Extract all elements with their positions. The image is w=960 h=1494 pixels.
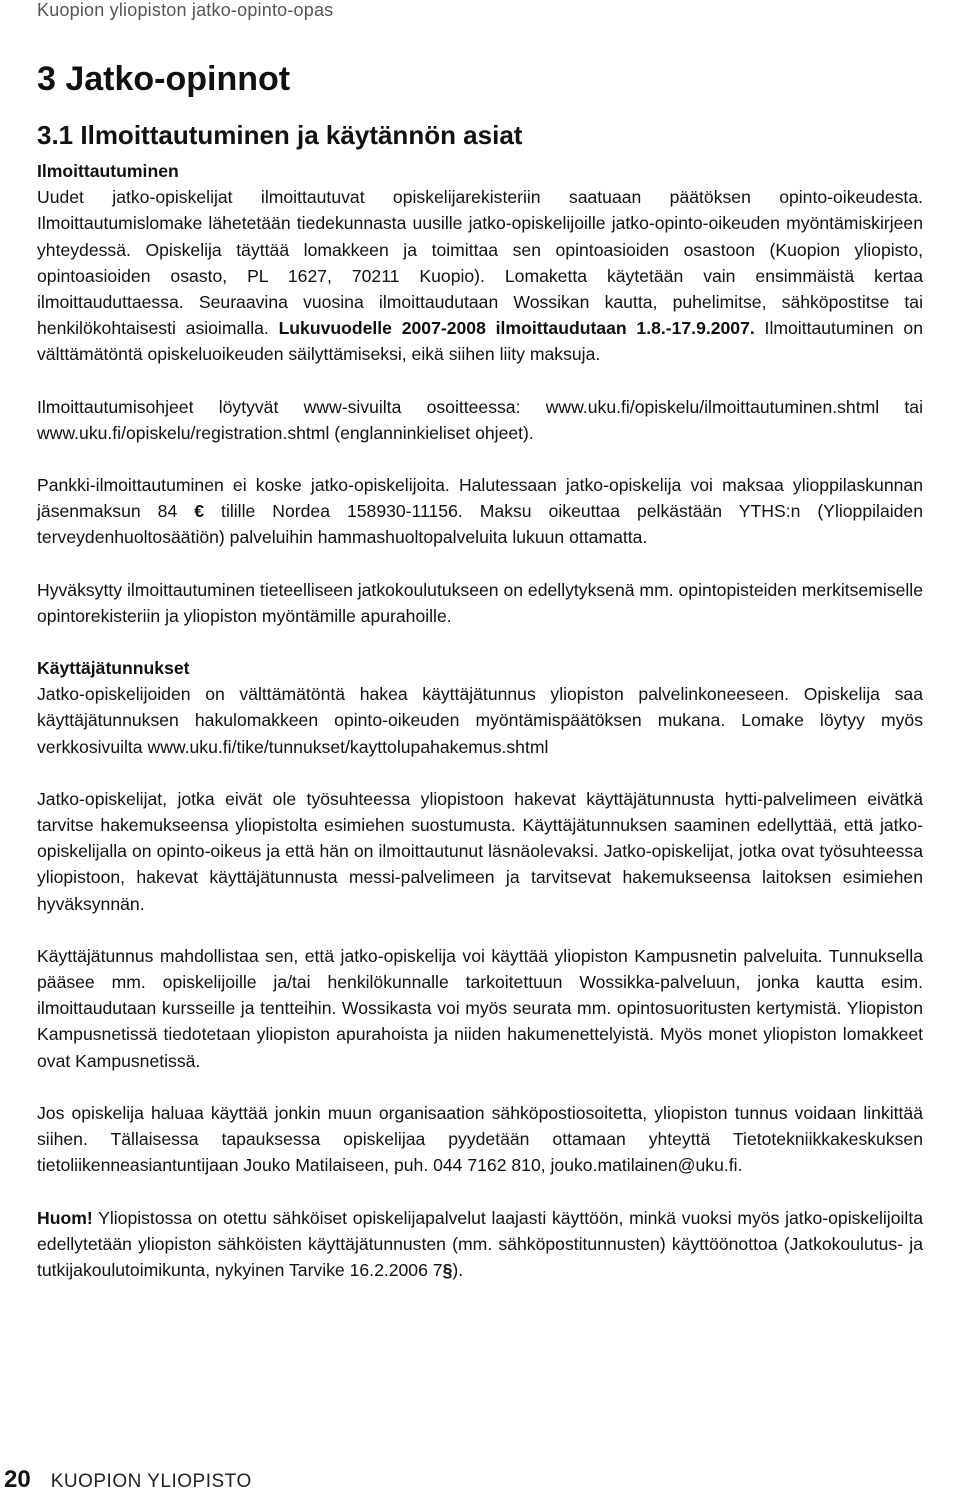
note-text: Yliopistossa on otettu sähköiset opiskelijapalvelut laajasti käyttöön, minkä vuoksi myös jatko-opiskelijoilta edellytetään yliopiston sähköisten käyttäjätunnusten (mm. sähköpostitunnusten) käyttöönottoa (Jatkokoulutus- ja tutkijakoulutoimikunta, nykyinen Tarvike 16.2.2006 7 bbox=[37, 1207, 923, 1280]
paragraph-accepted-registration: Hyväksytty ilmoittautuminen tieteelliseen jatkokoulutukseen on edellytyksenä mm. opintopisteiden merkitsemiselle opintorekisteriin ja yliopiston myöntämille apurahoille. bbox=[37, 579, 923, 626]
bank-text: Pankki-ilmoittautuminen ei koske jatko-opiskelijoita. Halutessaan jatko-opiskelija voi maksaa ylioppilaskunnan jäsenmaksun 84 bbox=[37, 475, 923, 522]
paragraph-email: Jos opiskelija haluaa käyttää jonkin muun organisaation sähköpostiosoitetta, yliopiston tunnus voidaan linkittää siihen. Tällaisessa tapauksessa opiskelijaa pyydetään ottamaan yhteyttä Tietotekniikkakeskuksen tietoliikenneasiantuntijaan Jouko Matilaiseen, puh. 044 7162 810, jouko.matilainen@uku.fi. bbox=[37, 1102, 923, 1176]
paragraph-instructions: Ilmoittautumisohjeet löytyvät www-sivuilta osoitteessa: www.uku.fi/opiskelu/ilmoittautuminen.shtml tai www.uku.fi/opiskelu/registration.shtml (englanninkieliset ohjeet). bbox=[37, 396, 923, 443]
paragraph-servers: Jatko-opiskelijat, jotka eivät ole työsuhteessa yliopistoon hakevat käyttäjätunnusta hytti-palvelimeen eivätkä tarvitse hakemukseensa yliopistolta esimiehen suostumusta. Käyttäjätunnuksen saaminen edellyttää, että jatko-opiskelijalla on opinto-oikeus ja että hän on ilmoittautunut läsnäolevaksi. Jatko-opiskelijat, jotka ovat työsuhteessa yliopistoon, hakevat käyttäjätunnusta messi-palvelimeen ja tarvitsevat hakemukseensa laitoksen esimiehen hyväksynnän. bbox=[37, 788, 923, 914]
note-label: Huom! bbox=[37, 1207, 93, 1228]
paragraph-user-accounts bbox=[37, 655, 923, 760]
page-number: 20 bbox=[4, 1466, 31, 1493]
section-sign: § bbox=[442, 1259, 453, 1280]
page-footer bbox=[0, 1466, 252, 1493]
section-title: 3.1 Ilmoittautuminen ja käytännön asiat bbox=[37, 120, 523, 150]
user-accounts-text: Jatko-opiskelijoiden on välttämätöntä hakea käyttäjätunnus yliopiston palvelinkoneeseen. Opiskelija saa käyttäjätunnuksen hakulomakkeen opinto-oikeuden myöntämispäätöksen mukana. Lomake löytyy myös verkkosivuilta www.uku.fi/tike/tunnukset/kayttolupahakemus.shtml bbox=[37, 684, 923, 757]
paragraph-bank-registration bbox=[37, 472, 923, 551]
body-text bbox=[37, 158, 923, 1283]
registration-text: Uudet jatko-opiskelijat ilmoittautuvat opiskelijarekisteriin saatuaan päätöksen opinto-oikeudesta. Ilmoittautumislomake lähetetään tiedekunnasta uusille jatko-opiskelijoille jatko-opinto-oikeuden myöntämiskirjeen yhteydessä. Opiskelija täyttää lomakkeen ja toimittaa sen opintoasioiden osastoon (Kuopion yliopisto, opintoasioiden osasto, PL 1627, 70211 Kuopio). Lomaketta käytetään vain ensimmäistä kertaa ilmoittauduttaessa. Seuraavina vuosina ilmoittaudutaan Wossikan kautta, puhelimitse, sähköpostitse tai henkilökohtaisesti asioimalla. bbox=[37, 187, 923, 339]
subheading-registration: Ilmoittautuminen bbox=[37, 161, 179, 181]
subheading-user-accounts: Käyttäjätunnukset bbox=[37, 658, 190, 679]
chapter-title: 3 Jatko-opinnot bbox=[37, 60, 291, 98]
bank-text-end: tilille Nordea 158930-11156. Maksu oikeuttaa pelkästään YTHS:n (Ylioppilaiden terveydenhuoltosäätiön) palveluihin hammashuoltopalveluita lukuun ottamatta. bbox=[37, 501, 923, 548]
running-head: Kuopion yliopiston jatko-opinto-opas bbox=[37, 0, 334, 20]
registration-text-end: Ilmoittautuminen on välttämätöntä opiskeluoikeuden säilyttämiseksi, eikä siihen liity maksuja. bbox=[37, 318, 923, 365]
paragraph-note bbox=[37, 1205, 923, 1284]
euro-sign: € bbox=[194, 501, 205, 522]
paragraph-kampusnet: Käyttäjätunnus mahdollistaa sen, että jatko-opiskelija voi käyttää yliopiston Kampusnetin palveluita. Tunnuksella pääsee mm. opiskelijoille ja/tai henkilökunnalle tarkoitettuun Wossikka-palveluun, jonka kautta esim. ilmoittaudutaan kursseille ja tentteihin. Wossikasta voi myös seurata mm. opintosuoritusten kertymistä. Yliopiston Kampusnetissä tiedotetaan yliopiston apurahoista ja niiden hakumenettelyistä. Myös monet yliopiston lomakkeet ovat Kampusnetissä. bbox=[37, 945, 923, 1071]
footer-university: KUOPION YLIOPISTO bbox=[50, 1471, 252, 1492]
paragraph-registration bbox=[37, 158, 923, 368]
note-text-end: ). bbox=[452, 1259, 464, 1280]
registration-deadline: Lukuvuodelle 2007-2008 ilmoittaudutaan 1.8.-17.9.2007. bbox=[278, 318, 755, 339]
